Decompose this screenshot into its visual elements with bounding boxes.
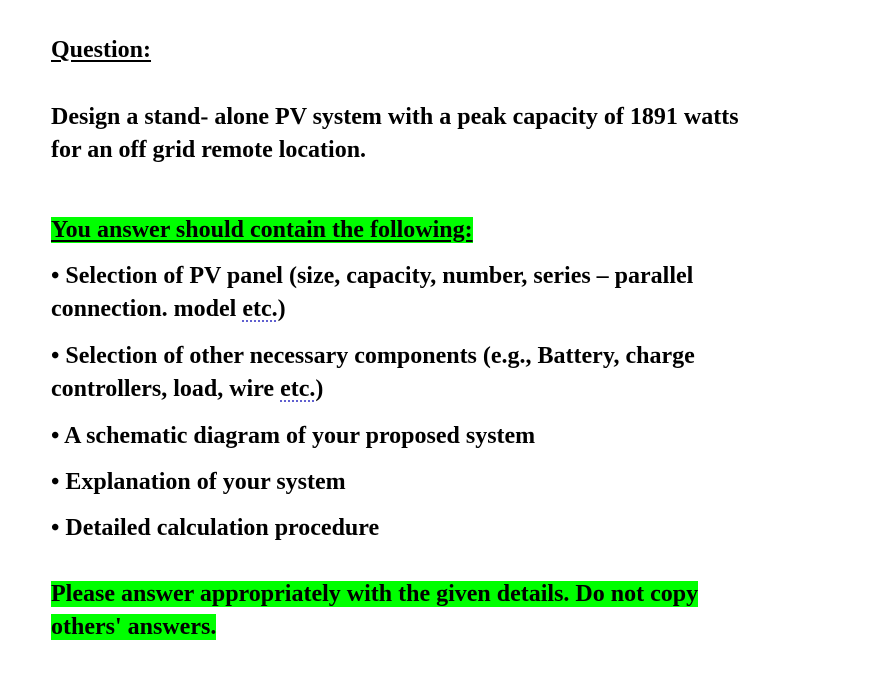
bullet-2-line-2 — [51, 373, 323, 406]
closing-highlight-1: Please answer appropriately with the given details. Do not copy — [51, 581, 699, 607]
requirements-heading-line — [51, 214, 473, 247]
bullet-2-line-2-text: controllers, load, wire — [51, 376, 281, 402]
bullet-1-line-1: • Selection of PV panel (size, capacity, number, series – parallel — [51, 263, 694, 289]
question-heading: Question: — [51, 37, 152, 63]
spellcheck-flag: etc. — [280, 376, 316, 402]
bullet-2-line-1: • Selection of other necessary components (e.g., Battery, charge — [51, 343, 695, 369]
bullet-2-line-2-end: ) — [315, 376, 324, 402]
requirements-heading: You answer should contain the following: — [51, 217, 473, 243]
question-line-1: Design a stand- alone PV system with a peak capacity of 1891 watts — [51, 104, 739, 130]
question-line-2: for an off grid remote location. — [51, 137, 367, 163]
bullet-1-line-2-text: connection. model — [51, 296, 243, 322]
bullet-5: • Detailed calculation procedure — [51, 515, 380, 541]
spellcheck-flag: etc. — [242, 296, 278, 322]
closing-highlight-2: others' answers. — [51, 614, 217, 640]
bullet-1-line-2-end: ) — [277, 296, 286, 322]
bullet-1-line-2 — [51, 293, 286, 326]
closing-line-2 — [51, 611, 216, 644]
bullet-3: • A schematic diagram of your proposed system — [51, 423, 536, 449]
closing-line-1 — [51, 578, 698, 611]
bullet-4: • Explanation of your system — [51, 469, 346, 495]
